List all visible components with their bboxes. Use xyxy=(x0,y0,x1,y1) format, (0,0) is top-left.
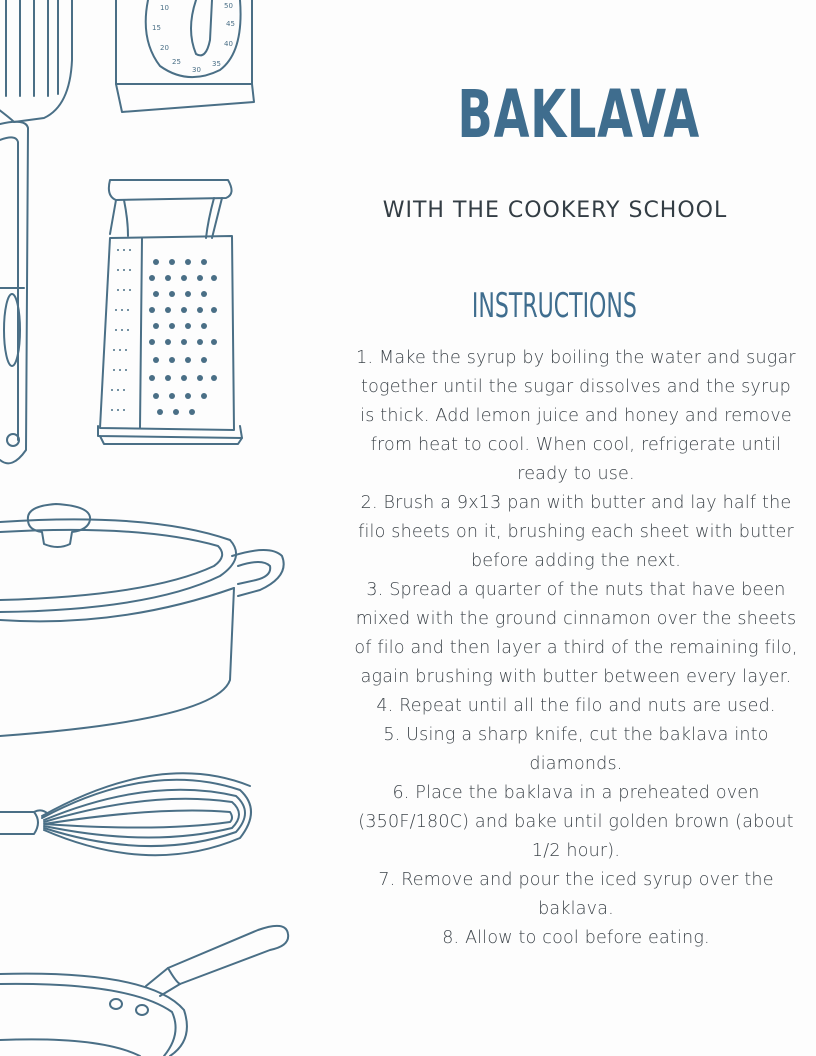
instruction-step: 2. Brush a 9x13 pan with butter and lay half the filo sheets on it, brushing each sheet with butter before adding the next. xyxy=(358,493,794,571)
svg-text:20: 20 xyxy=(160,44,169,52)
whisk-icon xyxy=(0,773,251,855)
grater-holes xyxy=(149,259,217,415)
instructions-list xyxy=(352,344,800,953)
svg-text:30: 30 xyxy=(192,66,201,74)
svg-text:15: 15 xyxy=(152,24,161,32)
instruction-step: 1. Make the syrup by boiling the water and sugar together until the sugar dissolves and the syrup is thick. Add lemon juice and honey and remove from heat to cool. When cool, refrigerate until ready to use. xyxy=(356,348,796,484)
frying-pan-icon xyxy=(0,926,288,1056)
svg-text:40: 40 xyxy=(224,40,233,48)
svg-text:25: 25 xyxy=(172,58,181,66)
kitchen-timer-icon xyxy=(116,0,254,112)
instruction-step: 3. Spread a quarter of the nuts that have been mixed with the ground cinnamon over the sheets of filo and then layer a third of the remaining filo, again brushing with butter between every layer. xyxy=(354,580,798,687)
spatula-icon xyxy=(0,0,72,463)
instruction-step: 7. Remove and pour the iced syrup over the baklava. xyxy=(378,870,774,919)
kitchen-illustrations xyxy=(0,0,300,1056)
instruction-step: 5. Using a sharp knife, cut the baklava into diamonds. xyxy=(383,725,769,774)
cooking-pot-icon xyxy=(0,504,284,736)
recipe-subtitle: WITH THE COOKERY SCHOOL xyxy=(382,198,728,223)
instruction-step: 8. Allow to cool before eating. xyxy=(442,928,710,948)
svg-text:35: 35 xyxy=(212,60,221,68)
instructions-heading: INSTRUCTIONS xyxy=(471,286,637,326)
instruction-step: 6. Place the baklava in a preheated oven (350F/180C) and bake until golden brown (about 1/2 hour). xyxy=(358,783,794,861)
svg-text:45: 45 xyxy=(226,20,235,28)
svg-text:50: 50 xyxy=(224,2,233,10)
svg-text:10: 10 xyxy=(160,4,169,12)
recipe-title: BAKLAVA xyxy=(457,76,701,153)
instruction-step: 4. Repeat until all the filo and nuts are used. xyxy=(376,696,776,716)
grater-fine-holes xyxy=(111,249,131,411)
